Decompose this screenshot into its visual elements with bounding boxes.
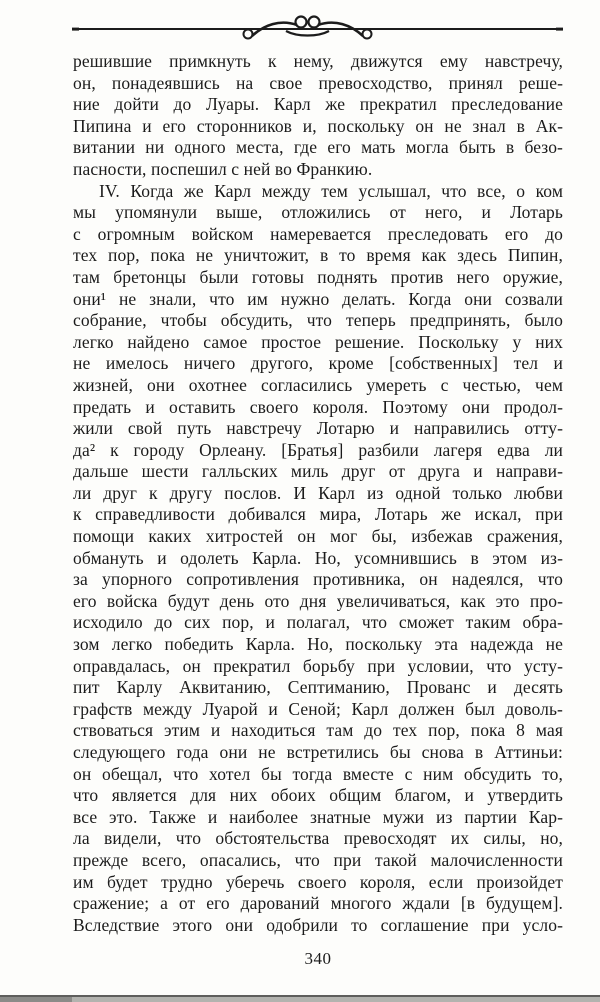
text-line: к справедливости добивался мира, Лотарь же искал, при <box>73 504 563 525</box>
text-line: следующего года они не встретились бы снова в Аттиньи: <box>73 742 563 762</box>
text-line: собрание, чтобы обсудить, что теперь предпринять, было <box>73 310 563 331</box>
text-line: тех пор, пока не уничтожит, в то время как здесь Пипин, <box>73 245 563 266</box>
text-line: IV. Когда же Карл между тем услышал, что все, о ком <box>99 180 563 201</box>
text-line: за упорного сопротивления противника, он надеялся, что <box>73 569 563 590</box>
text-line: зом легко победить Карла. Но, поскольку эта надежда не <box>73 634 563 655</box>
text-line: пасности, поспешил с ней во Франкию. <box>73 158 373 179</box>
text-line: прежде всего, опасались, что при такой малочисленности <box>73 849 563 870</box>
text-line: исходило до сих пор, и полагал, что сможет таким обра- <box>73 612 563 633</box>
page-text-block <box>73 51 563 936</box>
text-line: не имелось ничего другого, кроме [собственных] тел и <box>73 353 563 374</box>
text-line: ние дойти до Луары. Карл же прекратил преследование <box>73 94 563 115</box>
text-line: да² к городу Орлеану. [Братья] разбили лагеря едва ли <box>73 439 563 460</box>
text-line: легко найдено самое простое решение. Поскольку у них <box>73 331 563 352</box>
page-number: 340 <box>304 949 332 968</box>
text-line: его войска будут день ото дня увеличиваться, как это про- <box>73 590 563 611</box>
text-line: жили свой путь навстречу Лотарю и направились отту- <box>73 418 563 439</box>
text-line: мы упомянули выше, отложились от него, и Лотарь <box>73 202 563 223</box>
text-line: что является для них обоих общим благом, и утвердить <box>73 785 563 806</box>
text-line: он обещал, что хотел бы тогда вместе с ним обсудить то, <box>73 763 563 784</box>
text-line: он, понадеявшись на свое превосходство, принял реше- <box>73 72 563 93</box>
chapter-divider-ornament <box>0 10 600 56</box>
text-line: ли друг к другу послов. И Карл из одной только любви <box>73 482 563 503</box>
text-line: они¹ не знали, что им нужно делать. Когда они созвали <box>73 288 563 309</box>
text-line: сражение; а от его дарований многого ждали [в будущем]. <box>73 893 563 914</box>
text-line: оправдалась, он прекратил борьбу при условии, что усту- <box>73 655 563 676</box>
text-line: там бретонцы были готовы поднять против него оружие, <box>73 266 563 287</box>
text-line: решившие примкнуть к нему, движутся ему навстречу, <box>73 51 563 71</box>
text-line: Вследствие этого они одобрили то соглашение при усло- <box>73 914 563 935</box>
scan-edge-artifact <box>0 995 600 1002</box>
text-line: пит Карлу Аквитанию, Септиманию, Прованс и десять <box>73 677 563 698</box>
text-line: дальше шести галльских миль друг от друга и направи- <box>73 461 563 482</box>
text-line: все это. Также и наиболее знатные мужи из партии Кар- <box>73 806 563 827</box>
text-line: витании ни одного места, где его мать могла быть в безо- <box>73 137 563 158</box>
text-line: ла видели, что обстоятельства превосходят их силы, но, <box>73 828 563 849</box>
text-line: графств между Луарой и Сеной; Карл должен был доволь- <box>73 698 563 719</box>
text-line: ствоваться этим и находиться там до тех пор, пока 8 мая <box>73 720 563 741</box>
text-line: предать и оставить своего короля. Поэтому они продол- <box>73 396 563 417</box>
paragraph <box>73 51 563 181</box>
text-line: обмануть и одолеть Карла. Но, усомнившись в этом из- <box>73 547 563 568</box>
paragraph <box>73 181 563 937</box>
text-line: Пипина и его сторонников и, поскольку он не знал в Ак- <box>73 115 563 136</box>
text-line: с огромным войском намеревается преследовать его до <box>73 223 563 244</box>
scan-edge-dark-segment <box>0 997 72 1002</box>
text-line: им будет трудно уберечь своего короля, если произойдет <box>73 871 563 892</box>
text-line: помощи каких хитростей он мог бы, избежав сражения, <box>73 526 563 547</box>
text-line: жизней, они охотнее согласились умереть с честью, чем <box>73 374 563 395</box>
